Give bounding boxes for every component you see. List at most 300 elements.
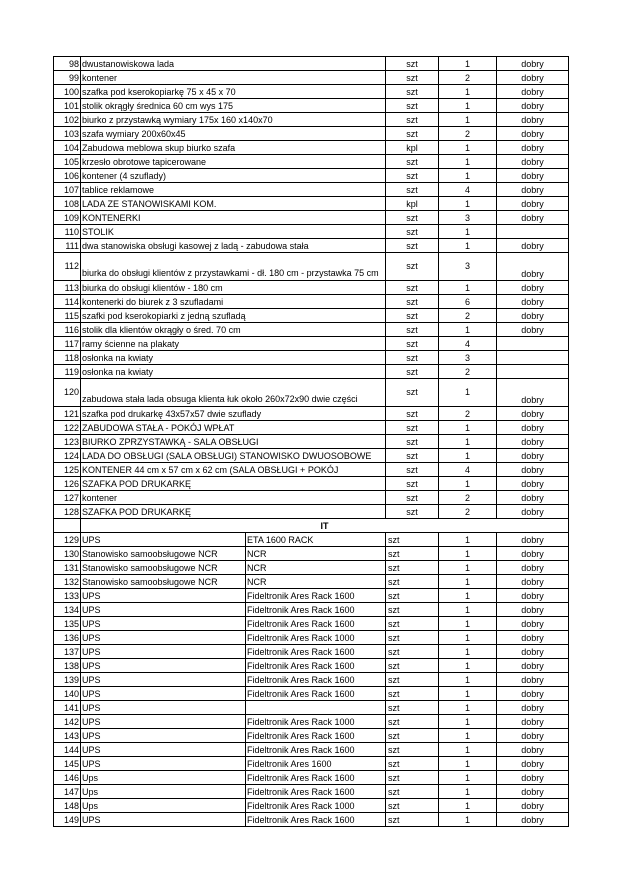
- inventory-sheet: [53, 56, 568, 827]
- item-quantity: 1: [439, 57, 497, 71]
- item-condition: dobry: [497, 561, 569, 575]
- row-number: 114: [54, 295, 81, 309]
- table-row: [54, 295, 569, 309]
- row-number: 102: [54, 113, 81, 127]
- item-name: Zabudowa meblowa skup biurko szafa: [81, 141, 386, 155]
- item-unit: szt: [386, 687, 439, 701]
- item-quantity: 1: [439, 435, 497, 449]
- item-unit: szt: [386, 449, 439, 463]
- table-row: [54, 491, 569, 505]
- item-condition: dobry: [497, 183, 569, 197]
- item-name: UPS: [81, 813, 246, 827]
- item-unit: szt: [386, 673, 439, 687]
- it-rows: [54, 533, 569, 827]
- table-row: [54, 85, 569, 99]
- table-row: [54, 435, 569, 449]
- item-unit: szt: [386, 617, 439, 631]
- item-unit: szt: [386, 603, 439, 617]
- item-condition: dobry: [497, 687, 569, 701]
- row-number: 147: [54, 785, 81, 799]
- table-row: [54, 309, 569, 323]
- item-quantity: 1: [439, 561, 497, 575]
- table-row: [54, 547, 569, 561]
- item-name: szafki pod kserokopiarki z jedną szufladą: [81, 309, 386, 323]
- item-condition: dobry: [497, 211, 569, 225]
- row-number: 108: [54, 197, 81, 211]
- item-quantity: 1: [439, 659, 497, 673]
- item-unit: szt: [386, 771, 439, 785]
- item-condition: [497, 337, 569, 351]
- item-unit: szt: [386, 99, 439, 113]
- item-name: kontenerki do biurek z 3 szufladami: [81, 295, 386, 309]
- item-condition: dobry: [497, 407, 569, 421]
- item-quantity: 1: [439, 141, 497, 155]
- item-condition: [497, 225, 569, 239]
- item-name: Stanowisko samoobsługowe NCR: [81, 547, 246, 561]
- item-quantity: 1: [439, 477, 497, 491]
- item-condition: dobry: [497, 169, 569, 183]
- item-unit: szt: [386, 799, 439, 813]
- row-number: 104: [54, 141, 81, 155]
- row-number: 101: [54, 99, 81, 113]
- item-model: Fideltronik Ares Rack 1000: [246, 715, 386, 729]
- item-condition: dobry: [497, 505, 569, 519]
- item-quantity: 3: [439, 351, 497, 365]
- item-name: UPS: [81, 603, 246, 617]
- item-unit: szt: [386, 785, 439, 799]
- table-row: [54, 589, 569, 603]
- table-row: [54, 477, 569, 491]
- item-name: SZAFKA POD DRUKARKĘ: [81, 505, 386, 519]
- item-name: UPS: [81, 673, 246, 687]
- item-name: Ups: [81, 785, 246, 799]
- row-number: 149: [54, 813, 81, 827]
- row-number: 103: [54, 127, 81, 141]
- item-condition: dobry: [497, 113, 569, 127]
- item-name: KONTENERKI: [81, 211, 386, 225]
- row-number: 112: [54, 253, 81, 281]
- row-number: 113: [54, 281, 81, 295]
- table-row: [54, 673, 569, 687]
- item-unit: szt: [386, 575, 439, 589]
- item-model: Fideltronik Ares Rack 1600: [246, 813, 386, 827]
- item-name: UPS: [81, 729, 246, 743]
- item-model: NCR: [246, 561, 386, 575]
- item-condition: dobry: [497, 757, 569, 771]
- table-row: [54, 351, 569, 365]
- item-model: Fideltronik Ares Rack 1600: [246, 645, 386, 659]
- item-name: LADA ZE STANOWISKAMI KOM.: [81, 197, 386, 211]
- item-unit: szt: [386, 169, 439, 183]
- table-row: [54, 379, 569, 407]
- item-model: NCR: [246, 547, 386, 561]
- item-model: Fideltronik Ares Rack 1000: [246, 799, 386, 813]
- item-name: stolik dla klientów okrągły o śred. 70 cm: [81, 323, 386, 337]
- item-condition: dobry: [497, 743, 569, 757]
- table-row: [54, 715, 569, 729]
- item-unit: szt: [386, 757, 439, 771]
- item-quantity: 1: [439, 575, 497, 589]
- row-number: 148: [54, 799, 81, 813]
- item-unit: szt: [386, 813, 439, 827]
- row-number: 124: [54, 449, 81, 463]
- item-name: dwustanowiskowa lada: [81, 57, 386, 71]
- item-condition: dobry: [497, 701, 569, 715]
- item-unit: szt: [386, 71, 439, 85]
- table-row: [54, 337, 569, 351]
- item-quantity: 1: [439, 715, 497, 729]
- item-condition: dobry: [497, 379, 569, 407]
- item-condition: dobry: [497, 323, 569, 337]
- item-quantity: 1: [439, 113, 497, 127]
- row-number: 139: [54, 673, 81, 687]
- row-number: 140: [54, 687, 81, 701]
- row-number: 106: [54, 169, 81, 183]
- item-condition: dobry: [497, 785, 569, 799]
- row-number: 127: [54, 491, 81, 505]
- inventory-table: [53, 56, 569, 827]
- table-row: [54, 743, 569, 757]
- row-number: 142: [54, 715, 81, 729]
- row-number: 144: [54, 743, 81, 757]
- item-condition: dobry: [497, 155, 569, 169]
- table-row: [54, 421, 569, 435]
- row-number: 146: [54, 771, 81, 785]
- row-number: 132: [54, 575, 81, 589]
- item-quantity: 1: [439, 631, 497, 645]
- item-unit: szt: [386, 239, 439, 253]
- item-name: szafa wymiary 200x60x45: [81, 127, 386, 141]
- item-model: Fideltronik Ares Rack 1600: [246, 617, 386, 631]
- table-row: [54, 407, 569, 421]
- item-condition: dobry: [497, 253, 569, 281]
- item-name: UPS: [81, 533, 246, 547]
- item-quantity: 1: [439, 547, 497, 561]
- table-row: [54, 197, 569, 211]
- item-model: Fideltronik Ares Rack 1600: [246, 589, 386, 603]
- row-number: 136: [54, 631, 81, 645]
- item-condition: dobry: [497, 477, 569, 491]
- item-condition: dobry: [497, 631, 569, 645]
- item-condition: dobry: [497, 281, 569, 295]
- table-row: [54, 561, 569, 575]
- item-condition: dobry: [497, 491, 569, 505]
- item-condition: dobry: [497, 547, 569, 561]
- section-blank-cell: [54, 519, 81, 533]
- item-quantity: 1: [439, 673, 497, 687]
- row-number: 99: [54, 71, 81, 85]
- row-number: 138: [54, 659, 81, 673]
- row-number: 100: [54, 85, 81, 99]
- item-condition: dobry: [497, 57, 569, 71]
- item-unit: szt: [386, 701, 439, 715]
- item-condition: dobry: [497, 449, 569, 463]
- table-row: [54, 99, 569, 113]
- item-condition: dobry: [497, 617, 569, 631]
- item-name: dwa stanowiska obsługi kasowej z ladą - zabudowa stała: [81, 239, 386, 253]
- row-number: 111: [54, 239, 81, 253]
- item-quantity: 1: [439, 197, 497, 211]
- table-row: [54, 687, 569, 701]
- item-name: krzesło obrotowe tapicerowane: [81, 155, 386, 169]
- item-condition: dobry: [497, 729, 569, 743]
- item-quantity: 2: [439, 491, 497, 505]
- item-quantity: 1: [439, 799, 497, 813]
- row-number: 145: [54, 757, 81, 771]
- item-quantity: 1: [439, 239, 497, 253]
- item-quantity: 1: [439, 617, 497, 631]
- item-name: osłonka na kwiaty: [81, 365, 386, 379]
- item-name: SZAFKA POD DRUKARKĘ: [81, 477, 386, 491]
- item-unit: szt: [386, 547, 439, 561]
- item-name: UPS: [81, 659, 246, 673]
- item-unit: szt: [386, 309, 439, 323]
- item-name: KONTENER 44 cm x 57 cm x 62 cm (SALA OBSŁUGI + POKÓJ: [81, 463, 386, 477]
- section-row-it: [54, 519, 569, 533]
- row-number: 125: [54, 463, 81, 477]
- item-unit: szt: [386, 113, 439, 127]
- table-row: [54, 631, 569, 645]
- item-quantity: 4: [439, 337, 497, 351]
- row-number: 117: [54, 337, 81, 351]
- item-unit: szt: [386, 295, 439, 309]
- furniture-rows: [54, 57, 569, 519]
- item-model: [246, 701, 386, 715]
- item-unit: szt: [386, 379, 439, 407]
- table-row: [54, 141, 569, 155]
- item-condition: dobry: [497, 197, 569, 211]
- item-quantity: 1: [439, 771, 497, 785]
- item-model: Fideltronik Ares Rack 1000: [246, 631, 386, 645]
- table-row: [54, 281, 569, 295]
- item-name: kontener: [81, 71, 386, 85]
- item-unit: szt: [386, 645, 439, 659]
- row-number: 109: [54, 211, 81, 225]
- item-condition: dobry: [497, 813, 569, 827]
- row-number: 120: [54, 379, 81, 407]
- item-condition: dobry: [497, 71, 569, 85]
- item-unit: szt: [386, 407, 439, 421]
- row-number: 107: [54, 183, 81, 197]
- row-number: 119: [54, 365, 81, 379]
- item-unit: szt: [386, 57, 439, 71]
- row-number: 110: [54, 225, 81, 239]
- item-condition: dobry: [497, 85, 569, 99]
- item-quantity: 1: [439, 589, 497, 603]
- item-quantity: 1: [439, 645, 497, 659]
- item-quantity: 1: [439, 603, 497, 617]
- table-row: [54, 449, 569, 463]
- item-unit: szt: [386, 533, 439, 547]
- row-number: 118: [54, 351, 81, 365]
- item-quantity: 1: [439, 757, 497, 771]
- item-unit: szt: [386, 715, 439, 729]
- item-model: Fideltronik Ares Rack 1600: [246, 673, 386, 687]
- item-condition: dobry: [497, 435, 569, 449]
- item-condition: dobry: [497, 99, 569, 113]
- item-name: szafka pod drukarkę 43x57x57 dwie szuflady: [81, 407, 386, 421]
- item-condition: dobry: [497, 659, 569, 673]
- item-quantity: 1: [439, 155, 497, 169]
- table-row: [54, 645, 569, 659]
- item-quantity: 1: [439, 785, 497, 799]
- row-number: 143: [54, 729, 81, 743]
- item-model: Fideltronik Ares Rack 1600: [246, 729, 386, 743]
- item-unit: szt: [386, 589, 439, 603]
- table-row: [54, 365, 569, 379]
- item-name: zabudowa stała lada obsuga klienta łuk około 260x72x90 dwie części: [81, 379, 386, 407]
- item-condition: dobry: [497, 533, 569, 547]
- item-model: Fideltronik Ares Rack 1600: [246, 687, 386, 701]
- row-number: 123: [54, 435, 81, 449]
- row-number: 137: [54, 645, 81, 659]
- item-quantity: 1: [439, 449, 497, 463]
- item-quantity: 1: [439, 533, 497, 547]
- item-unit: szt: [386, 435, 439, 449]
- table-row: [54, 463, 569, 477]
- row-number: 133: [54, 589, 81, 603]
- item-quantity: 1: [439, 743, 497, 757]
- item-condition: dobry: [497, 673, 569, 687]
- row-number: 134: [54, 603, 81, 617]
- table-row: [54, 729, 569, 743]
- item-name: UPS: [81, 645, 246, 659]
- table-row: [54, 505, 569, 519]
- item-condition: dobry: [497, 309, 569, 323]
- item-name: kontener (4 szuflady): [81, 169, 386, 183]
- item-name: UPS: [81, 757, 246, 771]
- item-quantity: 1: [439, 701, 497, 715]
- item-name: BIURKO ZPRZYSTAWKĄ - SALA OBSŁUGI: [81, 435, 386, 449]
- table-row: [54, 127, 569, 141]
- item-name: ZABUDOWA STAŁA - POKÓJ WPŁAT: [81, 421, 386, 435]
- item-quantity: 4: [439, 463, 497, 477]
- table-row: [54, 169, 569, 183]
- item-name: UPS: [81, 715, 246, 729]
- table-row: [54, 799, 569, 813]
- item-condition: dobry: [497, 295, 569, 309]
- item-name: szafka pod kserokopiarkę 75 x 45 x 70: [81, 85, 386, 99]
- section-label: IT: [81, 519, 569, 533]
- item-quantity: 1: [439, 379, 497, 407]
- item-unit: szt: [386, 351, 439, 365]
- item-unit: szt: [386, 281, 439, 295]
- row-number: 131: [54, 561, 81, 575]
- table-row: [54, 239, 569, 253]
- table-row: [54, 617, 569, 631]
- item-quantity: 2: [439, 309, 497, 323]
- item-name: UPS: [81, 701, 246, 715]
- item-condition: dobry: [497, 589, 569, 603]
- row-number: 128: [54, 505, 81, 519]
- item-quantity: 1: [439, 687, 497, 701]
- row-number: 130: [54, 547, 81, 561]
- item-name: biurka do obsługi klientów z przystawkami - dł. 180 cm - przystawka 75 cm: [81, 253, 386, 281]
- item-condition: dobry: [497, 421, 569, 435]
- item-name: UPS: [81, 631, 246, 645]
- item-model: Fideltronik Ares Rack 1600: [246, 743, 386, 757]
- table-row: [54, 225, 569, 239]
- item-unit: szt: [386, 183, 439, 197]
- table-row: [54, 659, 569, 673]
- table-row: [54, 771, 569, 785]
- item-quantity: 1: [439, 813, 497, 827]
- item-unit: szt: [386, 365, 439, 379]
- item-quantity: 1: [439, 323, 497, 337]
- item-unit: szt: [386, 631, 439, 645]
- item-unit: szt: [386, 225, 439, 239]
- item-model: Fideltronik Ares Rack 1600: [246, 785, 386, 799]
- item-name: ramy ścienne na plakaty: [81, 337, 386, 351]
- item-unit: szt: [386, 505, 439, 519]
- item-name: UPS: [81, 743, 246, 757]
- table-row: [54, 785, 569, 799]
- item-quantity: 2: [439, 71, 497, 85]
- item-unit: szt: [386, 253, 439, 281]
- item-name: LADA DO OBSŁUGI (SALA OBSŁUGI) STANOWISKO DWUOSOBOWE: [81, 449, 386, 463]
- item-unit: kpl: [386, 141, 439, 155]
- item-condition: dobry: [497, 575, 569, 589]
- table-row: [54, 211, 569, 225]
- row-number: 116: [54, 323, 81, 337]
- item-quantity: 4: [439, 183, 497, 197]
- item-quantity: 1: [439, 85, 497, 99]
- item-quantity: 3: [439, 211, 497, 225]
- item-name: biurka do obsługi klientów - 180 cm: [81, 281, 386, 295]
- item-model: NCR: [246, 575, 386, 589]
- item-name: UPS: [81, 589, 246, 603]
- item-name: kontener: [81, 491, 386, 505]
- item-condition: [497, 365, 569, 379]
- item-model: Fideltronik Ares Rack 1600: [246, 771, 386, 785]
- item-quantity: 1: [439, 729, 497, 743]
- item-unit: szt: [386, 659, 439, 673]
- item-condition: dobry: [497, 239, 569, 253]
- item-condition: dobry: [497, 799, 569, 813]
- item-name: biurko z przystawką wymiary 175x 160 x140x70: [81, 113, 386, 127]
- item-condition: dobry: [497, 715, 569, 729]
- item-quantity: 1: [439, 99, 497, 113]
- row-number: 129: [54, 533, 81, 547]
- row-number: 122: [54, 421, 81, 435]
- row-number: 141: [54, 701, 81, 715]
- item-unit: szt: [386, 491, 439, 505]
- item-unit: szt: [386, 729, 439, 743]
- item-condition: dobry: [497, 127, 569, 141]
- item-quantity: 2: [439, 127, 497, 141]
- table-row: [54, 113, 569, 127]
- item-unit: szt: [386, 127, 439, 141]
- item-name: UPS: [81, 687, 246, 701]
- item-quantity: 3: [439, 253, 497, 281]
- row-number: 126: [54, 477, 81, 491]
- table-row: [54, 323, 569, 337]
- item-condition: dobry: [497, 463, 569, 477]
- table-row: [54, 155, 569, 169]
- item-quantity: 6: [439, 295, 497, 309]
- table-row: [54, 603, 569, 617]
- item-name: Ups: [81, 771, 246, 785]
- row-number: 98: [54, 57, 81, 71]
- item-condition: dobry: [497, 645, 569, 659]
- item-name: stolik okrągły średnica 60 cm wys 175: [81, 99, 386, 113]
- item-model: ETA 1600 RACK: [246, 533, 386, 547]
- table-row: [54, 701, 569, 715]
- item-name: tablice reklamowe: [81, 183, 386, 197]
- table-row: [54, 57, 569, 71]
- item-name: osłonka na kwiaty: [81, 351, 386, 365]
- item-condition: dobry: [497, 603, 569, 617]
